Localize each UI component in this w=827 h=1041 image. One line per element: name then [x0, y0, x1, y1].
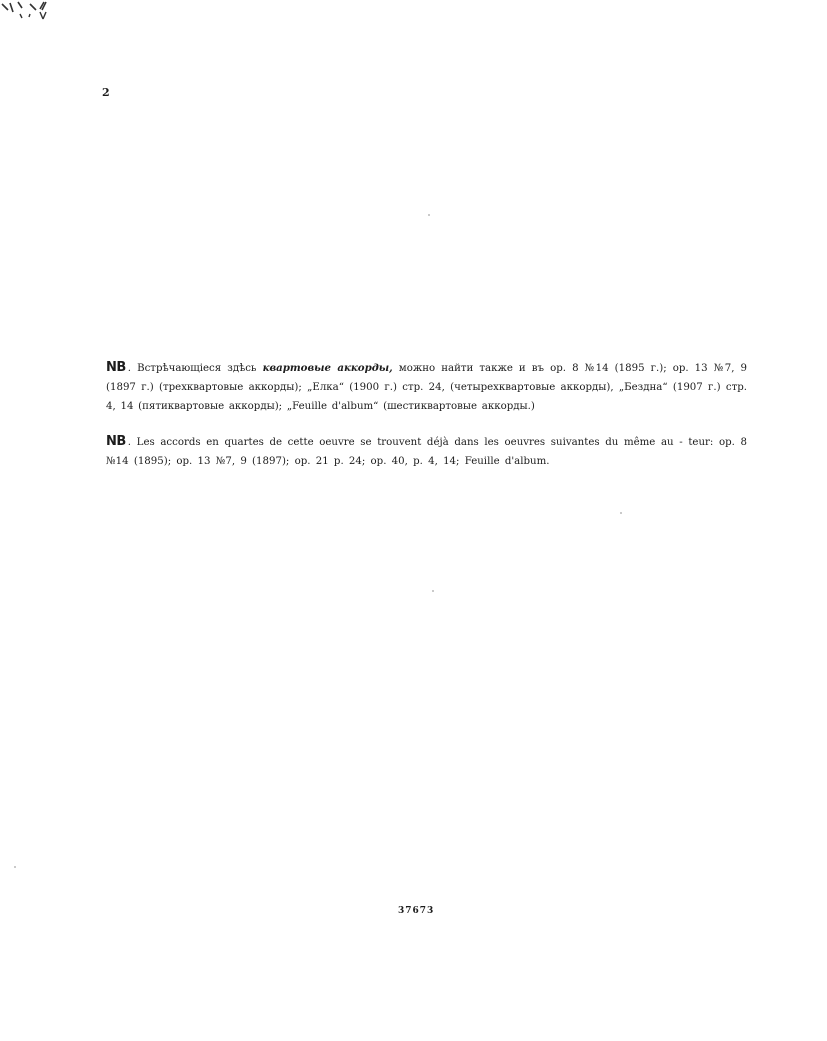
page-number: 2	[102, 86, 110, 99]
footnote-russian-text-start: . Встрѣчающіеся здѣсь	[127, 363, 263, 375]
nb-marker: NB	[106, 434, 126, 450]
scan-speck	[14, 866, 16, 868]
scan-speck	[428, 214, 430, 216]
nb-marker: NB	[106, 360, 126, 376]
plate-number: 37673	[398, 906, 435, 916]
footnote-french-text: . Les accords en quartes de cette oeuvre se trouvent déjà dans les oeuvres suivantes du même au - teur: op. 8 №14 (1895); op. 13 №7, 9 (1897); op. 21 p. 24; op. 40, p. 4, 14; Feuille d'album.	[106, 437, 747, 468]
footnote-russian	[106, 358, 747, 416]
footnote-french	[106, 432, 747, 471]
scan-speck	[620, 512, 622, 514]
footnote-russian-emphasis: квартовые аккорды,	[262, 362, 393, 375]
footnote-russian-text-end: можно найти также и въ ор. 8 №14 (1895 г.); ор. 13 №7, 9 (1897 г.) (трехквартовые аккорды); „Елка“ (1900 г.) стр. 24, (четырехквартовые аккорды), „Бездна“ (1907 г.) стр. 4, 14 (пятиквартовые аккорды); „Feuille d'album“ (шестиквартовые аккорды.)	[106, 363, 747, 413]
scan-corner-mark	[0, 0, 60, 24]
scan-speck	[432, 590, 434, 592]
